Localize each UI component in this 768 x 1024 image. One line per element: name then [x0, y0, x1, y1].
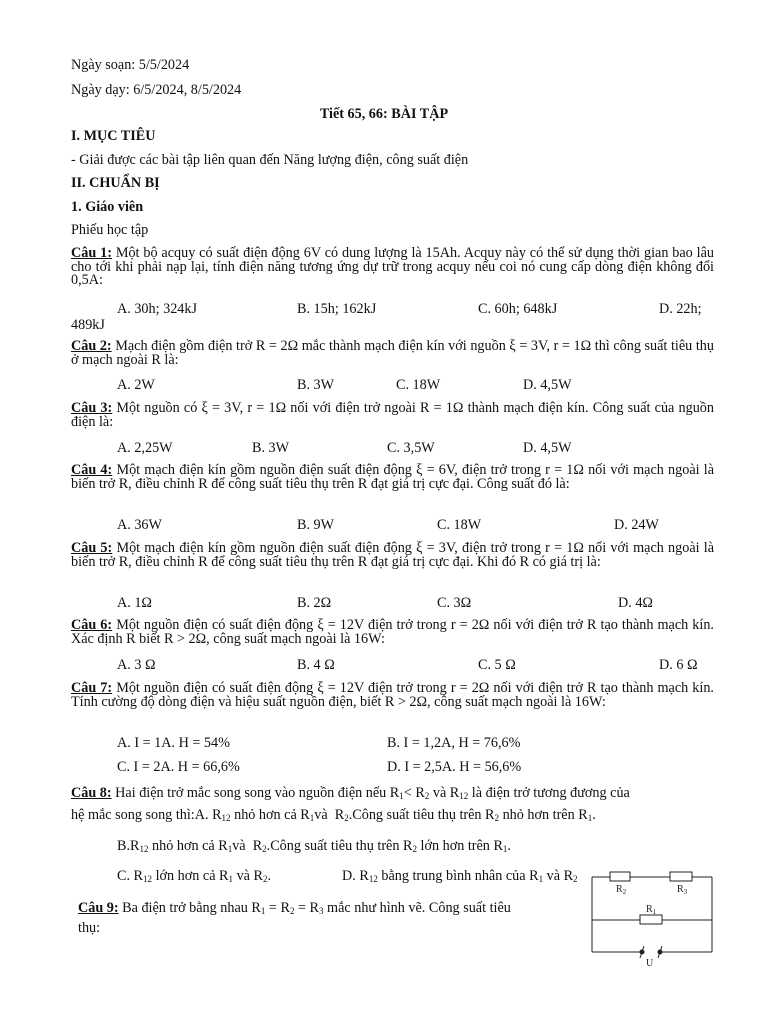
- question-4: [71, 464, 714, 491]
- option-b: B. 3W: [297, 377, 335, 393]
- option-c: C. I = 2A. H = 66,6%: [117, 759, 240, 775]
- question-text: Một mạch điện kín gồm nguồn điện suất điện động ξ = 3V, điện trở trong r = 1Ω nối với mạch ngoài là biến trở R, điều chỉnh R để công suất tiêu thụ trên R đạt giá trị cực đại. Khi đó R có giá trị là:: [71, 540, 715, 570]
- question-label: Câu 2:: [71, 338, 112, 354]
- question-label: Câu 3:: [71, 400, 113, 416]
- question-6: [71, 619, 714, 646]
- question-8: [71, 785, 714, 802]
- option-d-continued: 489kJ: [71, 317, 105, 333]
- option-c: C. 60h; 648kJ: [478, 301, 558, 317]
- label-r2: $R_2$: [616, 884, 627, 896]
- question-9: [78, 900, 511, 917]
- option-a: A. 30h; 324kJ: [117, 301, 198, 317]
- question-1: [71, 247, 714, 288]
- option-b: B. 15h; 162kJ: [297, 301, 377, 317]
- question-label: Câu 7:: [71, 680, 113, 696]
- question-7: [71, 682, 714, 709]
- question-8-line-2: hệ mắc song song thì:A. $R_{12}$ nhỏ hơn cả $R_1và$ $R_2.Công$ suất tiêu thụ trên $R_2$ nhỏ hơn trên $R_1$.: [71, 807, 596, 823]
- question-text: Mạch điện gồm điện trở R = 2Ω mắc thành mạch điện kín với nguồn ξ = 3V, r = 1Ω thì công suất tiêu thụ ở mạch ngoài R là:: [71, 338, 714, 368]
- date-prepared: Ngày soạn: 5/5/2024: [71, 57, 190, 73]
- circuit-diagram: [588, 866, 718, 970]
- option-b: B. 4 Ω: [297, 657, 335, 673]
- option-c: C. 3Ω: [437, 595, 472, 611]
- question-label: Câu 6:: [71, 617, 113, 633]
- option-d: D. 24W: [614, 517, 659, 533]
- teacher-heading: 1. Giáo viên: [71, 199, 144, 215]
- question-text: Một nguồn có ξ = 3V, r = 1Ω nối với điện trở ngoài R = 1Ω thành mạch điện kín. Công suất của nguồn điện là:: [71, 400, 714, 430]
- option-c: C. 18W: [396, 377, 441, 393]
- resistor-r1: [640, 915, 662, 924]
- question-5: [71, 542, 714, 569]
- question-text-line-1: Hai điện trở mắc song song vào nguồn điện nếu $R_1< R_2$ và $R_{12}$ là điện trở tương đương của: [115, 785, 630, 801]
- question-text: Một mạch điện kín gồm nguồn điện suất điện động ξ = 6V, điện trở trong r = 1Ω nối với mạch ngoài là biến trở R, điều chỉnh R để công suất tiêu thụ trên R đạt giá trị cực đại. Công suất đó là:: [71, 462, 715, 492]
- label-u: U: [646, 958, 654, 969]
- option-b: $B.R_{12}$ nhỏ hơn cả $R_1và$ $R_2.Công$ suất tiêu thụ trên $R_2$ lớn hơn trên $R_1$.: [117, 838, 511, 854]
- option-d: D. 22h;: [659, 301, 702, 317]
- resistor-r2: [610, 872, 630, 881]
- question-text-line-1: Ba điện trở bằng nhau $R_1 = R_2 = R_3$ mắc như hình vẽ. Công suất tiêu: [122, 900, 511, 916]
- option-a: A. 2W: [117, 377, 155, 393]
- question-label: Câu 9:: [78, 900, 119, 916]
- label-r1: $R_1$: [646, 904, 657, 916]
- lesson-title: Tiết 65, 66: BÀI TẬP: [319, 106, 449, 122]
- option-c: C. 18W: [437, 517, 482, 533]
- option-b: B. I = 1,2A, H = 76,6%: [387, 735, 521, 751]
- date-taught: Ngày dạy: 6/5/2024, 8/5/2024: [71, 82, 242, 98]
- option-a: A. 1Ω: [117, 595, 152, 611]
- option-d: D. 4,5W: [523, 377, 572, 393]
- option-d: D. 4Ω: [618, 595, 653, 611]
- question-2: [71, 340, 714, 367]
- option-c: C. $R_{12}$ lớn hơn cả $R_1$ và $R_2$.: [117, 868, 272, 884]
- option-c: C. 5 Ω: [478, 657, 516, 673]
- question-3: [71, 402, 714, 429]
- question-text: Một nguồn điện có suất điện động ξ = 12V điện trở trong r = 2Ω nối với điện trở R tạo thành mạch kín. Tính cường độ dòng điện và hiệu suất nguồn điện, biết R > 2Ω, công suất mạch ngoài là 16W:: [71, 680, 714, 710]
- option-d: D. I = 2,5A. H = 56,6%: [387, 759, 522, 775]
- objectives-heading: I. MỤC TIÊU: [71, 128, 156, 144]
- question-9-line-2: thụ:: [78, 920, 101, 936]
- option-d: D. 6 Ω: [659, 657, 698, 673]
- option-b: B. 9W: [297, 517, 335, 533]
- question-label: Câu 8:: [71, 785, 112, 801]
- option-b: B. 3W: [252, 440, 290, 456]
- option-c: C. 3,5W: [387, 440, 435, 456]
- resistor-r3: [670, 872, 692, 881]
- option-a: A. 3 Ω: [117, 657, 156, 673]
- option-d: D. $R_{12}$ bằng trung bình nhân của $R_1$ và $R_2$: [342, 868, 578, 884]
- option-b: B. 2Ω: [297, 595, 332, 611]
- option-a: A. 36W: [117, 517, 162, 533]
- question-text: Một bộ acquy có suất điện động 6V có dung lượng là 15Ah. Acquy này có thể sử dụng thời gian bao lâu cho tới khi phải nạp lại, tính điện năng tương ứng dự trữ trong acquy nếu coi nó cung cấp dòng điện không đổi 0,5A:: [71, 245, 714, 288]
- question-label: Câu 5:: [71, 540, 113, 556]
- option-a: A. 2,25W: [117, 440, 173, 456]
- question-label: Câu 4:: [71, 462, 113, 478]
- question-label: Câu 1:: [71, 245, 112, 261]
- label-r3: $R_3$: [677, 884, 688, 896]
- preparation-heading: II. CHUẨN BỊ: [71, 175, 160, 191]
- option-a: A. I = 1A. H = 54%: [117, 735, 230, 751]
- worksheet-label: Phiếu học tập: [71, 222, 149, 238]
- objective-text: - Giải được các bài tập liên quan đến Năng lượng điện, công suất điện: [71, 152, 469, 168]
- question-text: Một nguồn điện có suất điện động ξ = 12V điện trở trong r = 2Ω nối với điện trở R tạo thành mạch kín. Xác định R biết R > 2Ω, công suất mạch ngoài là 16W:: [71, 617, 714, 647]
- option-d: D. 4,5W: [523, 440, 572, 456]
